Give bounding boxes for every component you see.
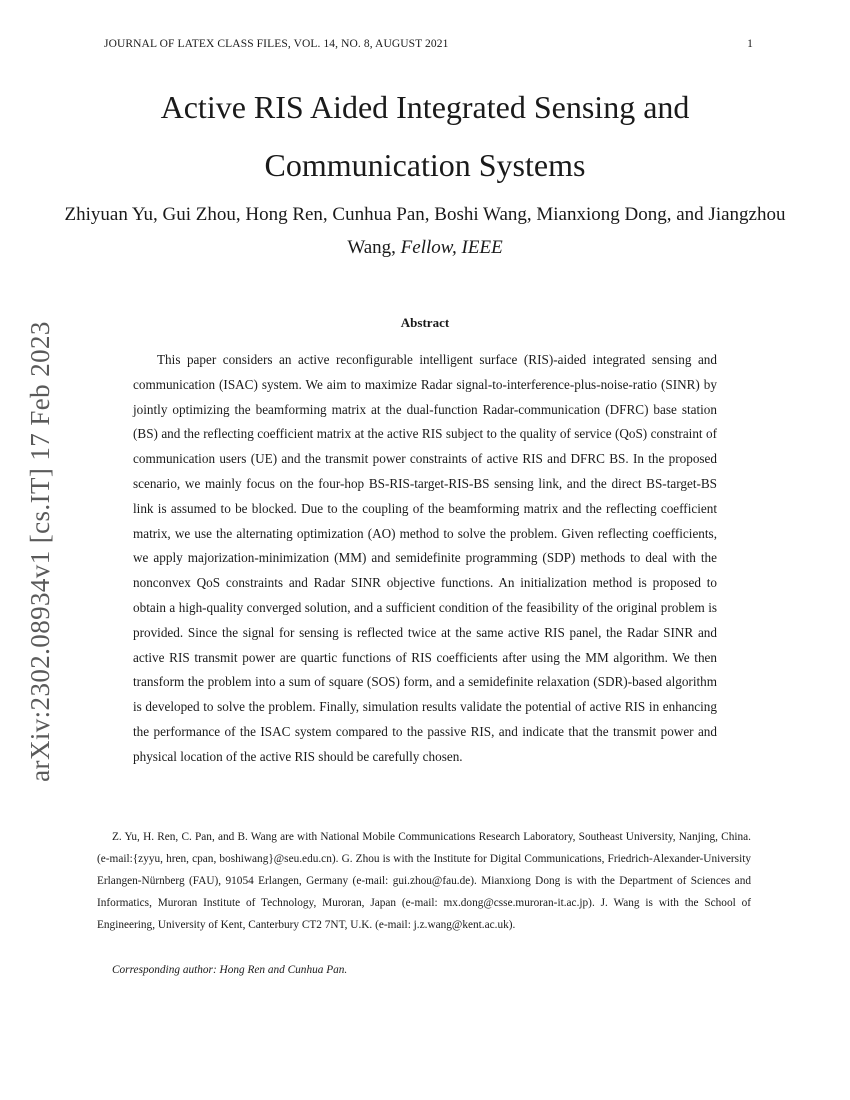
arxiv-identifier-text: arXiv:2302.08934v1 [cs.IT] 17 Feb 2023 <box>25 321 55 782</box>
corresponding-author-note: Corresponding author: Hong Ren and Cunhua Pan. <box>112 964 348 976</box>
page-number: 1 <box>747 38 753 50</box>
arxiv-identifier <box>20 305 60 798</box>
paper-title: Active RIS Aided Integrated Sensing and Communication Systems <box>160 89 690 183</box>
page-header <box>104 38 753 56</box>
journal-info: JOURNAL OF LATEX CLASS FILES, VOL. 14, NO. 8, AUGUST 2021 <box>104 38 449 50</box>
abstract-heading: Abstract <box>400 315 450 330</box>
author-role: Fellow, IEEE <box>400 237 503 258</box>
author-list <box>60 198 790 264</box>
affiliation-footnote: Z. Yu, H. Ren, C. Pan, and B. Wang are with National Mobile Communications Research Laboratory, Southeast University, Nanjing, China. (e-mail:{zyyu, hren, cpan, boshiwang}@seu.edu.cn). G. Zhou is with the Institute for Digital Communications, Friedrich-Alexander-University Erlangen-Nürnberg (FAU), 91054 Erlangen, Germany (e-mail: gui.zhou@fau.de). Mianxiong Dong is with the Department of Sciences and Informatics, Muroran Institute of Technology, Muroran, Japan (e-mail: mx.dong@csse.muroran-it.ac.jp). J. Wang is with the School of Engineering, University of Kent, Canterbury CT2 7NT, U.K. (e-mail: j.z.wang@kent.ac.uk). <box>97 831 751 931</box>
author-names: Zhiyuan Yu, Gui Zhou, Hong Ren, Cunhua Pan, Boshi Wang, Mianxiong Dong, and Jiangzhou Wang, <box>64 204 786 258</box>
abstract-body: This paper considers an active reconfigurable intelligent surface (RIS)-aided integrated sensing and communication (ISAC) system. We aim to maximize Radar signal-to-interference-plus-noise-ratio (SINR) by jointly optimizing the beamforming matrix at the dual-function Radar-communication (DFRC) base station (BS) and the reflecting coefficient matrix at the active RIS subject to the quality of service (QoS) constraint of communication users (UE) and the transmit power constraints of active RIS and DFRC BS. In the proposed scenario, we mainly focus on the four-hop BS-RIS-target-RIS-BS sensing link, and the direct BS-target-BS link is assumed to be blocked. Due to the coupling of the beamforming matrix and the reflecting coefficient matrix, we use the alternating optimization (AO) method to solve the problem. Given reflecting coefficients, we apply majorization-minimization (MM) and semidefinite programming (SDP) methods to deal with the nonconvex QoS constraints and Radar SINR objective functions. An initialization method is proposed to obtain a high-quality converged solution, and a sufficient condition of the feasibility of the original problem is provided. Since the signal for sensing is reflected twice at the same active RIS panel, the Radar SINR and active RIS transmit power are quartic functions of RIS coefficients after using the MM algorithm. We then transform the problem into a sum of square (SOS) form, and a semidefinite relaxation (SDR)-based algorithm is developed to solve the problem. Finally, simulation results validate the potential of active RIS in enhancing the performance of the ISAC system compared to the passive RIS, and indicate that the transmit power and physical location of the active RIS should be carefully chosen. <box>133 352 717 764</box>
